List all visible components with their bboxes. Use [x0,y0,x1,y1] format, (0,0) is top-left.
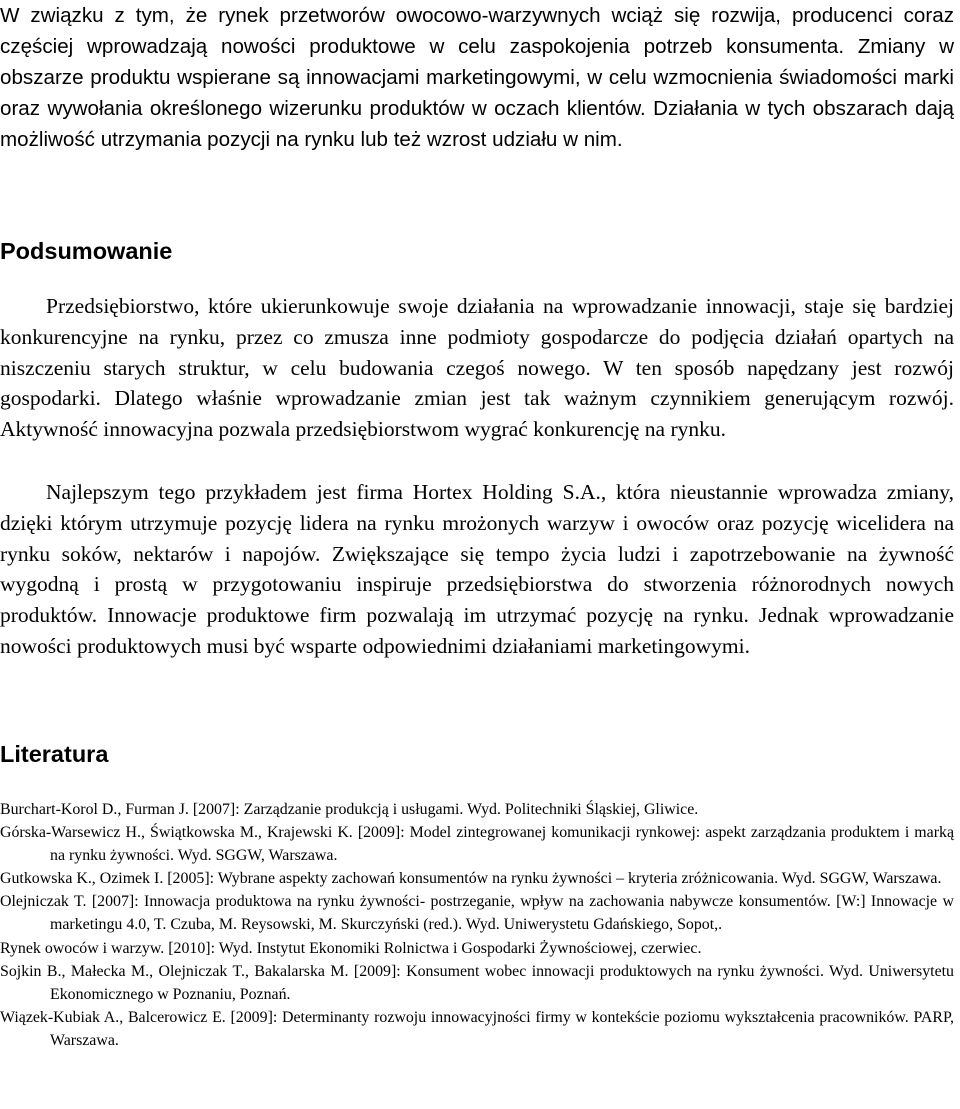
summary-paragraph-2: Najlepszym tego przykładem jest firma Hortex Holding S.A., która nieustannie wprowadza zmiany, dzięki którym utrzymuje pozycję lidera na rynku mrożonych warzyw i owoców oraz pozycję wicelidera na rynku soków, nektarów i napojów. Zwiększające się tempo życia ludzi i zapotrzebowanie na żywność wygodną i prostą w przygotowaniu inspiruje przedsiębiorstwa do stworzenia różnorodnych nowych produktów. Innowacje produktowe firm pozwalają im utrzymać pozycję na rynku. Jednak wprowadzanie nowości produktowych musi być wsparte odpowiednimi działaniami marketingowymi. [0,480,954,658]
intro-paragraph: W związku z tym, że rynek przetworów owocowo-warzywnych wciąż się rozwija, producenci coraz częściej wprowadzają nowości produktowe w celu zaspokojenia potrzeb konsumenta. Zmiany w obszarze produktu wspierane są innowacjami marketingowymi, w celu wzmocnienia świadomości marki oraz wywołania określonego wizerunku produktów w oczach klientów. Działania w tych obszarach dają możliwość utrzymania pozycji na rynku lub też wzrost udziału w nim. [0,4,954,151]
summary-section-2 [0,477,954,662]
reference-item: Wiązek-Kubiak A., Balcerowicz E. [2009]: Determinanty rozwoju innowacyjności firmy w kontekście poziomu wykształcenia pracowników. PARP, Warszawa. [0,1008,954,1049]
reference-item: Górska-Warsewicz H., Świątkowska M., Krajewski K. [2009]: Model zintegrowanej komunikacji rynkowej: aspekt zarządzania produktem i marką na rynku żywności. Wyd. SGGW, Warszawa. [0,824,954,865]
summary-section [0,291,954,445]
reference-list [0,798,954,1052]
summary-heading: Podsumowanie [0,238,173,264]
reference-item: Olejniczak T. [2007]: Innowacja produktowa na rynku żywności- postrzeganie, wpływ na zachowania nabywcze konsumentów. [W:] Innowacje w marketingu 4.0, T. Czuba, M. Reysowski, M. Skurczyński (red.). Wyd. Uniwerystetu Gdańskiego, Sopot,. [0,893,954,934]
literature-heading: Literatura [0,741,109,767]
reference-item: Burchart-Korol D., Furman J. [2007]: Zarządzanie produkcją i usługami. Wyd. Politechniki Śląskiej, Gliwice. [0,801,699,818]
summary-paragraph-1: Przedsiębiorstwo, które ukierunkowuje swoje działania na wprowadzanie innowacji, staje się bardziej konkurencyjne na rynku, przez co zmusza inne podmioty gospodarcze do podjęcia działań opartych na niszczeniu starych struktur, w celu budowania czegoś nowego. W ten sposób napędzany jest rozwój gospodarki. Dlatego właśnie wprowadzanie zmian jest tak ważnym czynnikiem generującym rozwój. Aktywność innowacyjna pozwala przedsiębiorstwom wygrać konkurencję na rynku. [0,294,954,442]
reference-item: Gutkowska K., Ozimek I. [2005]: Wybrane aspekty zachowań konsumentów na rynku żywności – kryteria zróżnicowania. Wyd. SGGW, Warszawa. [0,870,942,888]
reference-item: Sojkin B., Małecka M., Olejniczak T., Bakalarska M. [2009]: Konsument wobec innowacji produktowych na rynku żywności. Wyd. Uniwersytetu Ekonomicznego w Poznaniu, Poznań. [0,962,954,1003]
reference-item: Rynek owoców i warzyw. [2010]: Wyd. Instytut Ekonomiki Rolnictwa i Gospodarki Żywnościowej, czerwiec. [0,939,702,957]
